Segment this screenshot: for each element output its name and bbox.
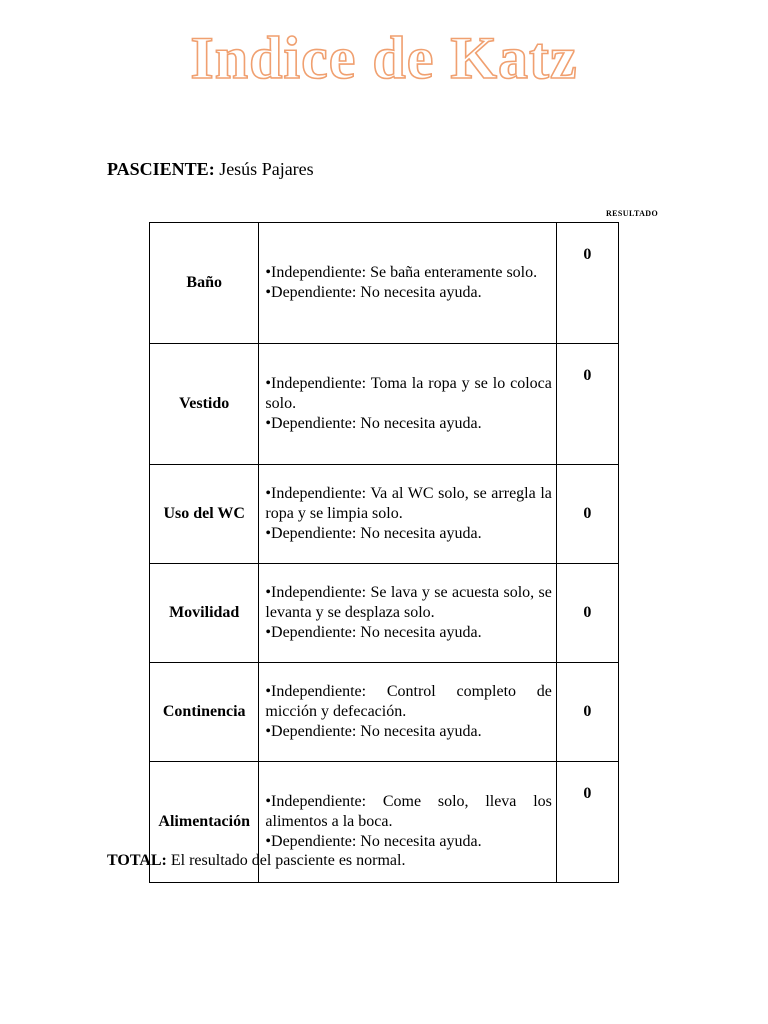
description-cell xyxy=(259,465,556,564)
category-cell: Vestido xyxy=(150,344,259,465)
category-cell: Alimentación xyxy=(150,762,259,883)
score-cell: 0 xyxy=(556,344,618,465)
total-text: El resultado del pasciente es normal. xyxy=(166,852,406,869)
score-cell: 0 xyxy=(556,564,618,663)
table-row xyxy=(150,223,619,344)
dependent-text: •Dependiente: No necesita ayuda. xyxy=(265,624,482,641)
independent-text: •Independiente: Se baña enteramente solo. xyxy=(265,264,538,281)
table-row xyxy=(150,564,619,663)
independent-text: •Independiente: Control completo de micción y defecación. xyxy=(265,683,552,720)
dependent-text: •Dependiente: No necesita ayuda. xyxy=(265,415,482,432)
independent-text: •Independiente: Come solo, lleva los alimentos a la boca. xyxy=(265,793,552,830)
category-cell: Movilidad xyxy=(150,564,259,663)
total-line xyxy=(107,850,405,872)
table-row xyxy=(150,465,619,564)
patient-name: Jesús Pajares xyxy=(214,159,314,179)
independent-text: •Independiente: Toma la ropa y se lo coloca solo. xyxy=(265,375,552,412)
score-cell: 0 xyxy=(556,465,618,564)
katz-table xyxy=(149,222,619,883)
result-column-header: RESULTADO xyxy=(606,209,659,218)
description-cell xyxy=(259,564,556,663)
score-cell: 0 xyxy=(556,223,618,344)
description-cell xyxy=(259,663,556,762)
category-cell: Continencia xyxy=(150,663,259,762)
patient-label: PASCIENTE: xyxy=(107,159,215,179)
independent-text: •Independiente: Se lava y se acuesta solo, se levanta y se desplaza solo. xyxy=(265,584,552,621)
category-cell: Baño xyxy=(150,223,259,344)
table-row xyxy=(150,344,619,465)
category-cell: Uso del WC xyxy=(150,465,259,564)
total-label: TOTAL: xyxy=(107,852,167,869)
dependent-text: •Dependiente: No necesita ayuda. xyxy=(265,833,482,850)
score-cell: 0 xyxy=(556,663,618,762)
description-cell xyxy=(259,223,556,344)
dependent-text: •Dependiente: No necesita ayuda. xyxy=(265,284,482,301)
independent-text: •Independiente: Va al WC solo, se arregla la ropa y se limpia solo. xyxy=(265,485,552,522)
dependent-text: •Dependiente: No necesita ayuda. xyxy=(265,525,482,542)
description-cell xyxy=(259,344,556,465)
document-title: Indice de Katz xyxy=(190,25,578,91)
table-row xyxy=(150,663,619,762)
patient-line xyxy=(107,158,314,180)
dependent-text: •Dependiente: No necesita ayuda. xyxy=(265,723,482,740)
score-cell: 0 xyxy=(556,762,618,883)
